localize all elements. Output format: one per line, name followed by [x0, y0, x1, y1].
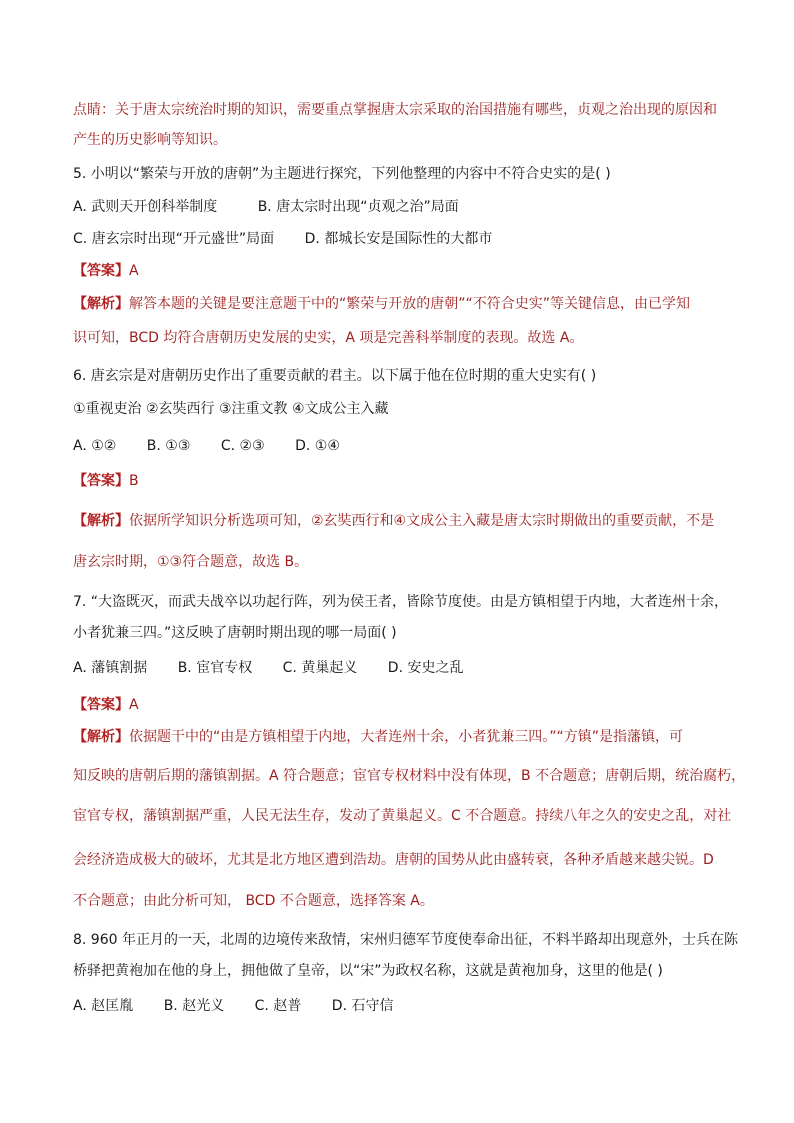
q6-option-a: A. ①② — [73, 438, 117, 454]
q7-option-d: D. 安史之乱 — [387, 660, 464, 676]
q6-options — [73, 437, 733, 455]
q7-answer-tag: 【答案】 — [73, 697, 129, 713]
q7-analysis-line-4: 会经济造成极大的破坏，尤其是北方地区遭到浩劫。唐朝的国势从此由盛转衰，各种矛盾越来越尖锐。D — [73, 852, 714, 868]
q7-analysis-line-3: 宦官专权，藩镇割据严重，人民无法生存，发动了黄巢起义。C 不合题意。持续八年之久的安史之乱，对社 — [73, 808, 732, 824]
q7-analysis-line-1 — [73, 728, 733, 746]
q6-analysis-tag: 【解析】 — [73, 513, 129, 529]
q8-option-a: A. 赵匡胤 — [73, 998, 134, 1014]
q7-answer-value: A — [129, 697, 139, 713]
q7-answer — [73, 696, 733, 714]
q5-analysis-line-1 — [73, 295, 733, 313]
q8-option-d: D. 石守信 — [331, 998, 394, 1014]
q7-analysis-line-5: 不合题意；由此分析可知， BCD 不合题意，选择答案 A。 — [73, 893, 434, 909]
q5-answer-value: A — [129, 263, 139, 279]
q6-option-d: D. ①④ — [295, 438, 340, 454]
q6-answer-tag: 【答案】 — [73, 473, 129, 489]
q5-analysis-text-1: 解答本题的关键是要注意题干中的“繁荣与开放的唐朝”“不符合史实”等关键信息，由已学知 — [129, 296, 691, 312]
q7-option-c: C. 黄巢起义 — [282, 660, 358, 676]
q7-option-a: A. 藩镇割据 — [73, 660, 148, 676]
q5-question: 5. 小明以“繁荣与开放的唐朝”为主题进行探究，下列他整理的内容中不符合史实的是( ) — [73, 166, 611, 182]
q7-analysis-text-1: 依据题干中的“由是方镇相望于内地，大者连州十余，小者犹兼三四。”“方镇”是指藩镇，可 — [129, 729, 684, 745]
q8-question-line-2: 桥驿把黄袍加在他的身上，拥他做了皇帝，以“宋”为政权名称，这就是黄袍加身，这里的他是( ) — [73, 963, 663, 979]
q8-option-c: C. 赵普 — [254, 998, 302, 1014]
q8-question-line-1: 8. 960 年正月的一天，北周的边境传来敌情，宋州归德军节度使奉命出征，不料半路却出现意外，士兵在陈 — [73, 932, 738, 948]
q5-option-b: B. 唐太宗时出现“贞观之治”局面 — [257, 199, 459, 215]
q7-question-line-1: 7. “大盗既灭，而武夫战卒以功起行阵，列为侯王者，皆除节度使。由是方镇相望于内地，大者连州十余， — [73, 594, 729, 610]
q5-option-c: C. 唐玄宗时出现“开元盛世”局面 — [73, 231, 275, 247]
q7-analysis-line-2: 知反映的唐朝后期的藩镇割据。A 符合题意；宦官专权材料中没有体现，B 不合题意；唐朝后期，统治腐朽， — [73, 768, 746, 784]
q5-options-row-2 — [73, 230, 733, 248]
q6-answer-value: B — [129, 473, 139, 489]
q6-question: 6. 唐玄宗是对唐朝历史作出了重要贡献的君主。以下属于他在位时期的重大史实有( ) — [73, 368, 597, 384]
q5-option-a: A. 武则天开创科举制度 — [73, 199, 218, 215]
tip-line-1: 点睛：关于唐太宗统治时期的知识，需要重点掌握唐太宗采取的治国措施有哪些，贞观之治出现的原因和 — [73, 102, 717, 118]
q7-option-b: B. 宦官专权 — [177, 660, 253, 676]
q6-option-b: B. ①③ — [146, 438, 191, 454]
q5-option-d: D. 都城长安是国际性的大都市 — [304, 231, 493, 247]
q5-answer — [73, 262, 733, 280]
q7-question-line-2: 小者犹兼三四。”这反映了唐朝时期出现的哪一局面( ) — [73, 625, 397, 641]
q6-answer — [73, 472, 733, 490]
q6-analysis-line-2: 唐玄宗时期，①③符合题意，故选 B。 — [73, 554, 309, 570]
q5-analysis-tag: 【解析】 — [73, 296, 129, 312]
q5-analysis-line-2: 识可知，BCD 均符合唐朝历史发展的史实，A 项是完善科举制度的表现。故选 A。 — [73, 330, 584, 346]
tip-line-2: 产生的历史影响等知识。 — [73, 132, 227, 148]
q5-options-row-1 — [73, 198, 733, 216]
q6-analysis-line-1 — [73, 512, 733, 530]
q8-option-b: B. 赵光义 — [163, 998, 225, 1014]
q6-items: ①重视吏治 ②玄奘西行 ③注重文教 ④文成公主入藏 — [73, 401, 389, 417]
q7-options — [73, 659, 733, 677]
q6-analysis-text-1: 依据所学知识分析选项可知，②玄奘西行和④文成公主入藏是唐太宗时期做出的重要贡献，不是 — [129, 513, 715, 529]
q6-option-c: C. ②③ — [220, 438, 265, 454]
q5-answer-tag: 【答案】 — [73, 263, 129, 279]
q7-analysis-tag: 【解析】 — [73, 729, 129, 745]
q8-options — [73, 997, 733, 1015]
